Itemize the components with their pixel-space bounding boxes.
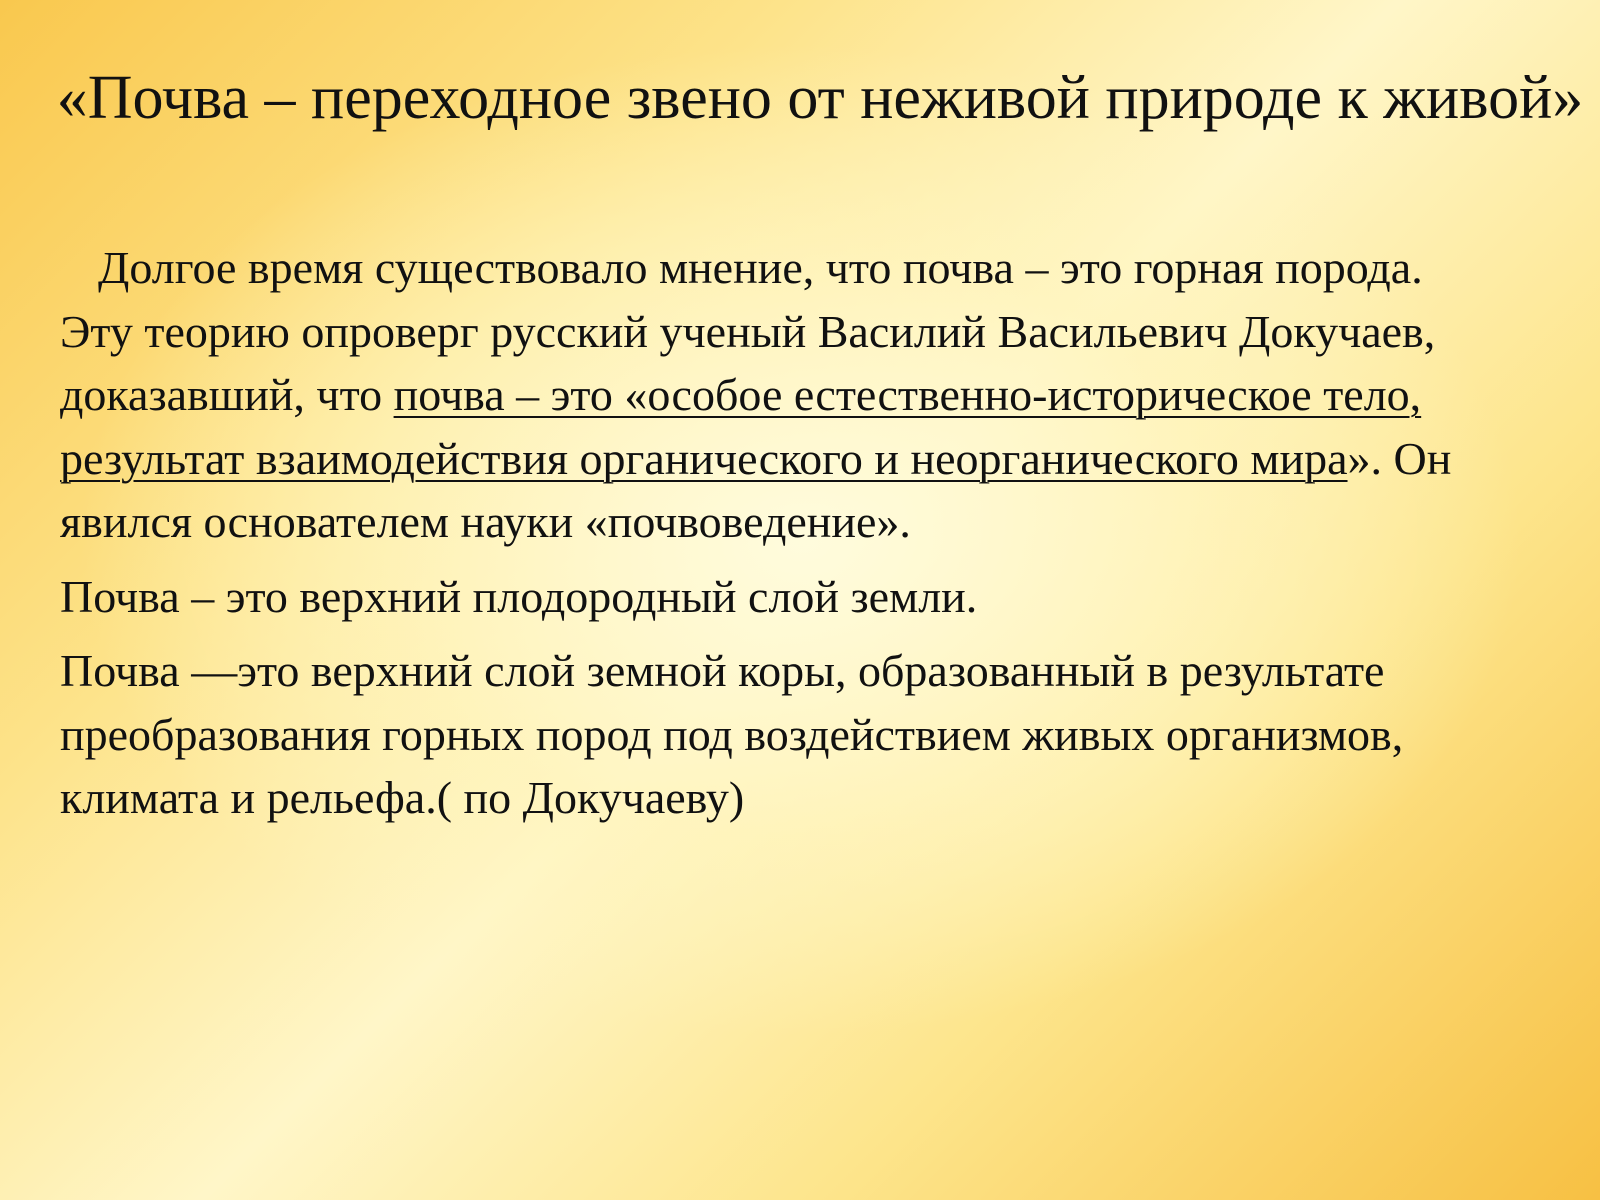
soil-definition-underlined: почва – это «особое естественно-историческое тело, результат взаимодействия органического и неорганического мира bbox=[60, 369, 1422, 484]
paragraph-dokuchaev-theory bbox=[60, 236, 1500, 554]
paragraph-1-text-before: Долгое время существовало мнение, что почва – это горная порода. Эту теорию опроверг русский ученый Василий Васильевич Докучаев, доказавший, что bbox=[60, 242, 1436, 420]
slide-title: «Почва – переходное звено от неживой природе к живой» bbox=[56, 64, 1584, 132]
slide-body bbox=[60, 236, 1500, 830]
paragraph-soil-crust-definition: Почва —это верхний слой земной коры, образованный в результате преобразования горных пород под воздействием живых организмов, климата и рельефа.( по Докучаеву) bbox=[60, 645, 1404, 823]
paragraph-1-text-after: ». Он явился основателем науки «почвоведение». bbox=[60, 432, 1452, 547]
paragraph-soil-fertile-layer: Почва – это верхний плодородный слой земли. bbox=[60, 570, 978, 622]
